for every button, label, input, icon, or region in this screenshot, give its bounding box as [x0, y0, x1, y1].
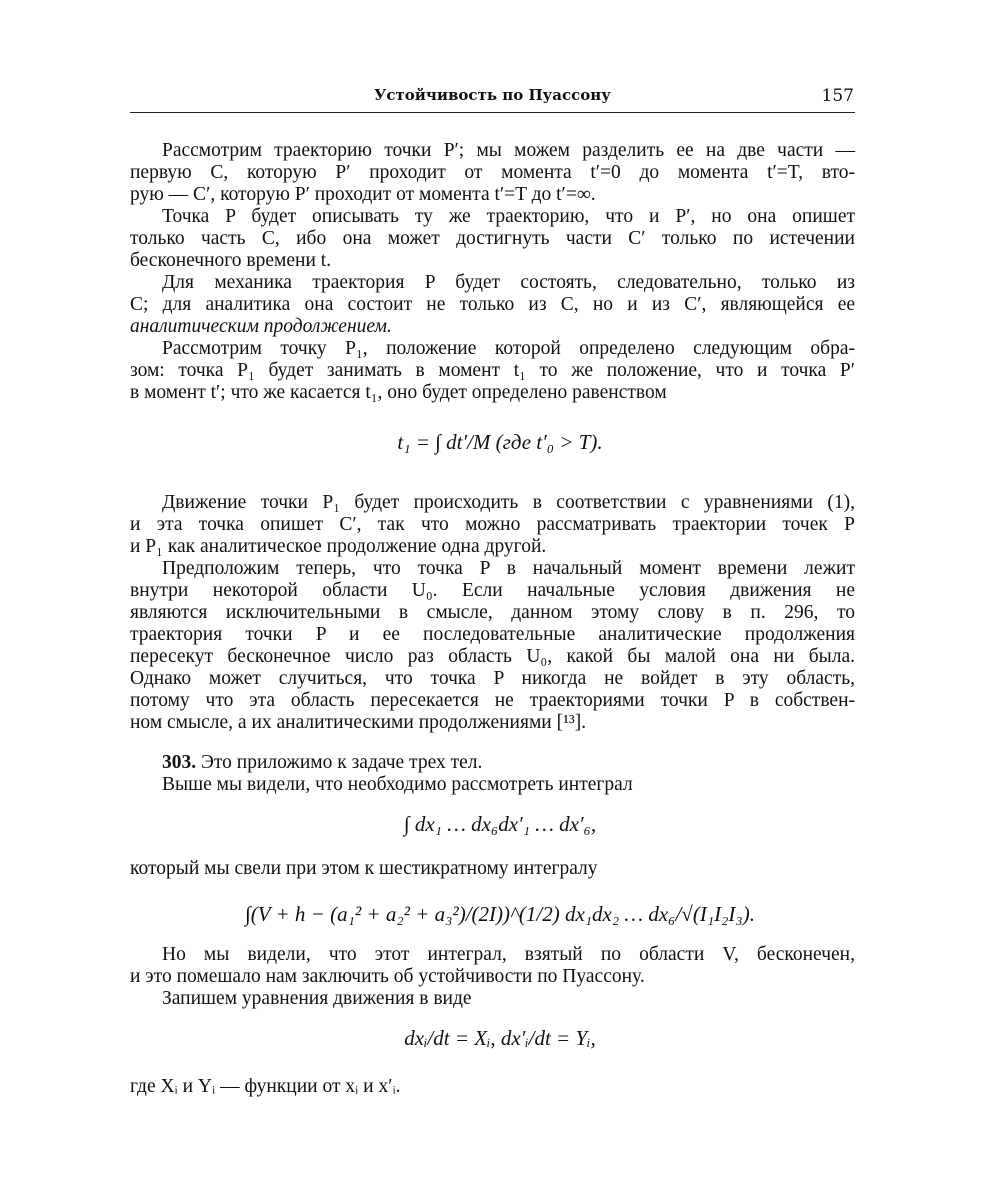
text-line: Запишем уравнения движения в виде [162, 988, 472, 1009]
text-line-italic: аналитическим продолжением. [130, 316, 392, 337]
text-line: Рассмотрим точку P₁, положение которой определено следующим обра- [162, 338, 855, 359]
formula-sixfold-integral: ∫(V + h − (a₁² + a₂² + a₃²)/(2I))^(1/2) dx₁dx₂ … dx₆/√(I₁I₂I₃). [245, 902, 755, 926]
text-line: и это помешало нам заключить об устойчивости по Пуассону. [130, 966, 645, 987]
formula-integral-dx: ∫ dx₁ … dx₆dx′₁ … dx′₆, [403, 812, 597, 836]
text-line: рую — C′, которую P′ проходит от момента t′=T до t′=∞. [130, 184, 596, 205]
formula-integral-t1: t₁ = ∫ dt′/M (где t′₀ > T). [397, 430, 603, 454]
section-text: Это приложимо к задаче трех тел. [201, 752, 483, 773]
text-line: пересекут бесконечное число раз область U₀, какой бы малой она ни была. [130, 646, 855, 667]
text-line: потому что эта область пересекается не траекториями точки P в собствен- [130, 690, 855, 711]
text-line: первую C, которую P′ проходит от момента t′=0 до момента t′=T, вто- [130, 162, 855, 183]
text-line: бесконечного времени t. [130, 250, 332, 271]
text-line: Точка P будет описывать ту же траекторию, что и P′, но она опишет [162, 206, 855, 227]
text-line: и эта точка опишет C′, так что можно рассматривать траектории точек P [130, 514, 855, 535]
text-line: Предположим теперь, что точка P в начальный момент времени лежит [162, 558, 855, 579]
text-line: ном смысле, а их аналитическими продолжениями [¹³]. [130, 712, 587, 733]
text-line: Для механика траектория P будет состоять, следовательно, только из [162, 272, 855, 293]
text-line: только часть C, ибо она может достигнуть части C′ только по истечении [130, 228, 855, 249]
text-line: в момент t′; что же касается t₁, оно будет определено равенством [130, 382, 667, 403]
running-head: Устойчивость по Пуассону [374, 86, 611, 104]
text-line: C; для аналитика она состоит не только из C, но и из C′, являющейся ее [130, 294, 855, 315]
text-line: внутри некоторой области U₀. Если начальные условия движения не [130, 580, 855, 601]
header-rule [130, 112, 855, 113]
text-line: и P₁ как аналитическое продолжение одна другой. [130, 536, 547, 557]
text-line: который мы свели при этом к шестикратному интегралу [130, 858, 598, 879]
text-line: Но мы видели, что этот интеграл, взятый по области V, бесконечен, [162, 944, 855, 965]
text-line: Однако может случиться, что точка P никогда не войдет в эту область, [130, 668, 855, 689]
text-line: зом: точка P₁ будет занимать в момент t₁ то же положение, что и точка P′ [130, 360, 855, 381]
text-line: Выше мы видели, что необходимо рассмотреть интеграл [162, 774, 633, 795]
text-line: Движение точки P₁ будет происходить в соответствии с уравнениями (1), [162, 492, 855, 513]
page-number: 157 [821, 86, 854, 106]
text-line: где Xᵢ и Yᵢ — функции от xᵢ и x′ᵢ. [130, 1076, 401, 1097]
section-line [162, 752, 855, 774]
section-number: 303. [162, 752, 197, 773]
text-line: являются исключительными в смысле, данном этому слову в п. 296, то [130, 602, 855, 623]
formula-equations-of-motion: dxᵢ/dt = Xᵢ, dx′ᵢ/dt = Yᵢ, [404, 1026, 596, 1050]
text-line: траектория точки P и ее последовательные аналитические продолжения [130, 624, 855, 645]
text-line: Рассмотрим траекторию точки P′; мы можем разделить ее на две части — [162, 140, 855, 161]
